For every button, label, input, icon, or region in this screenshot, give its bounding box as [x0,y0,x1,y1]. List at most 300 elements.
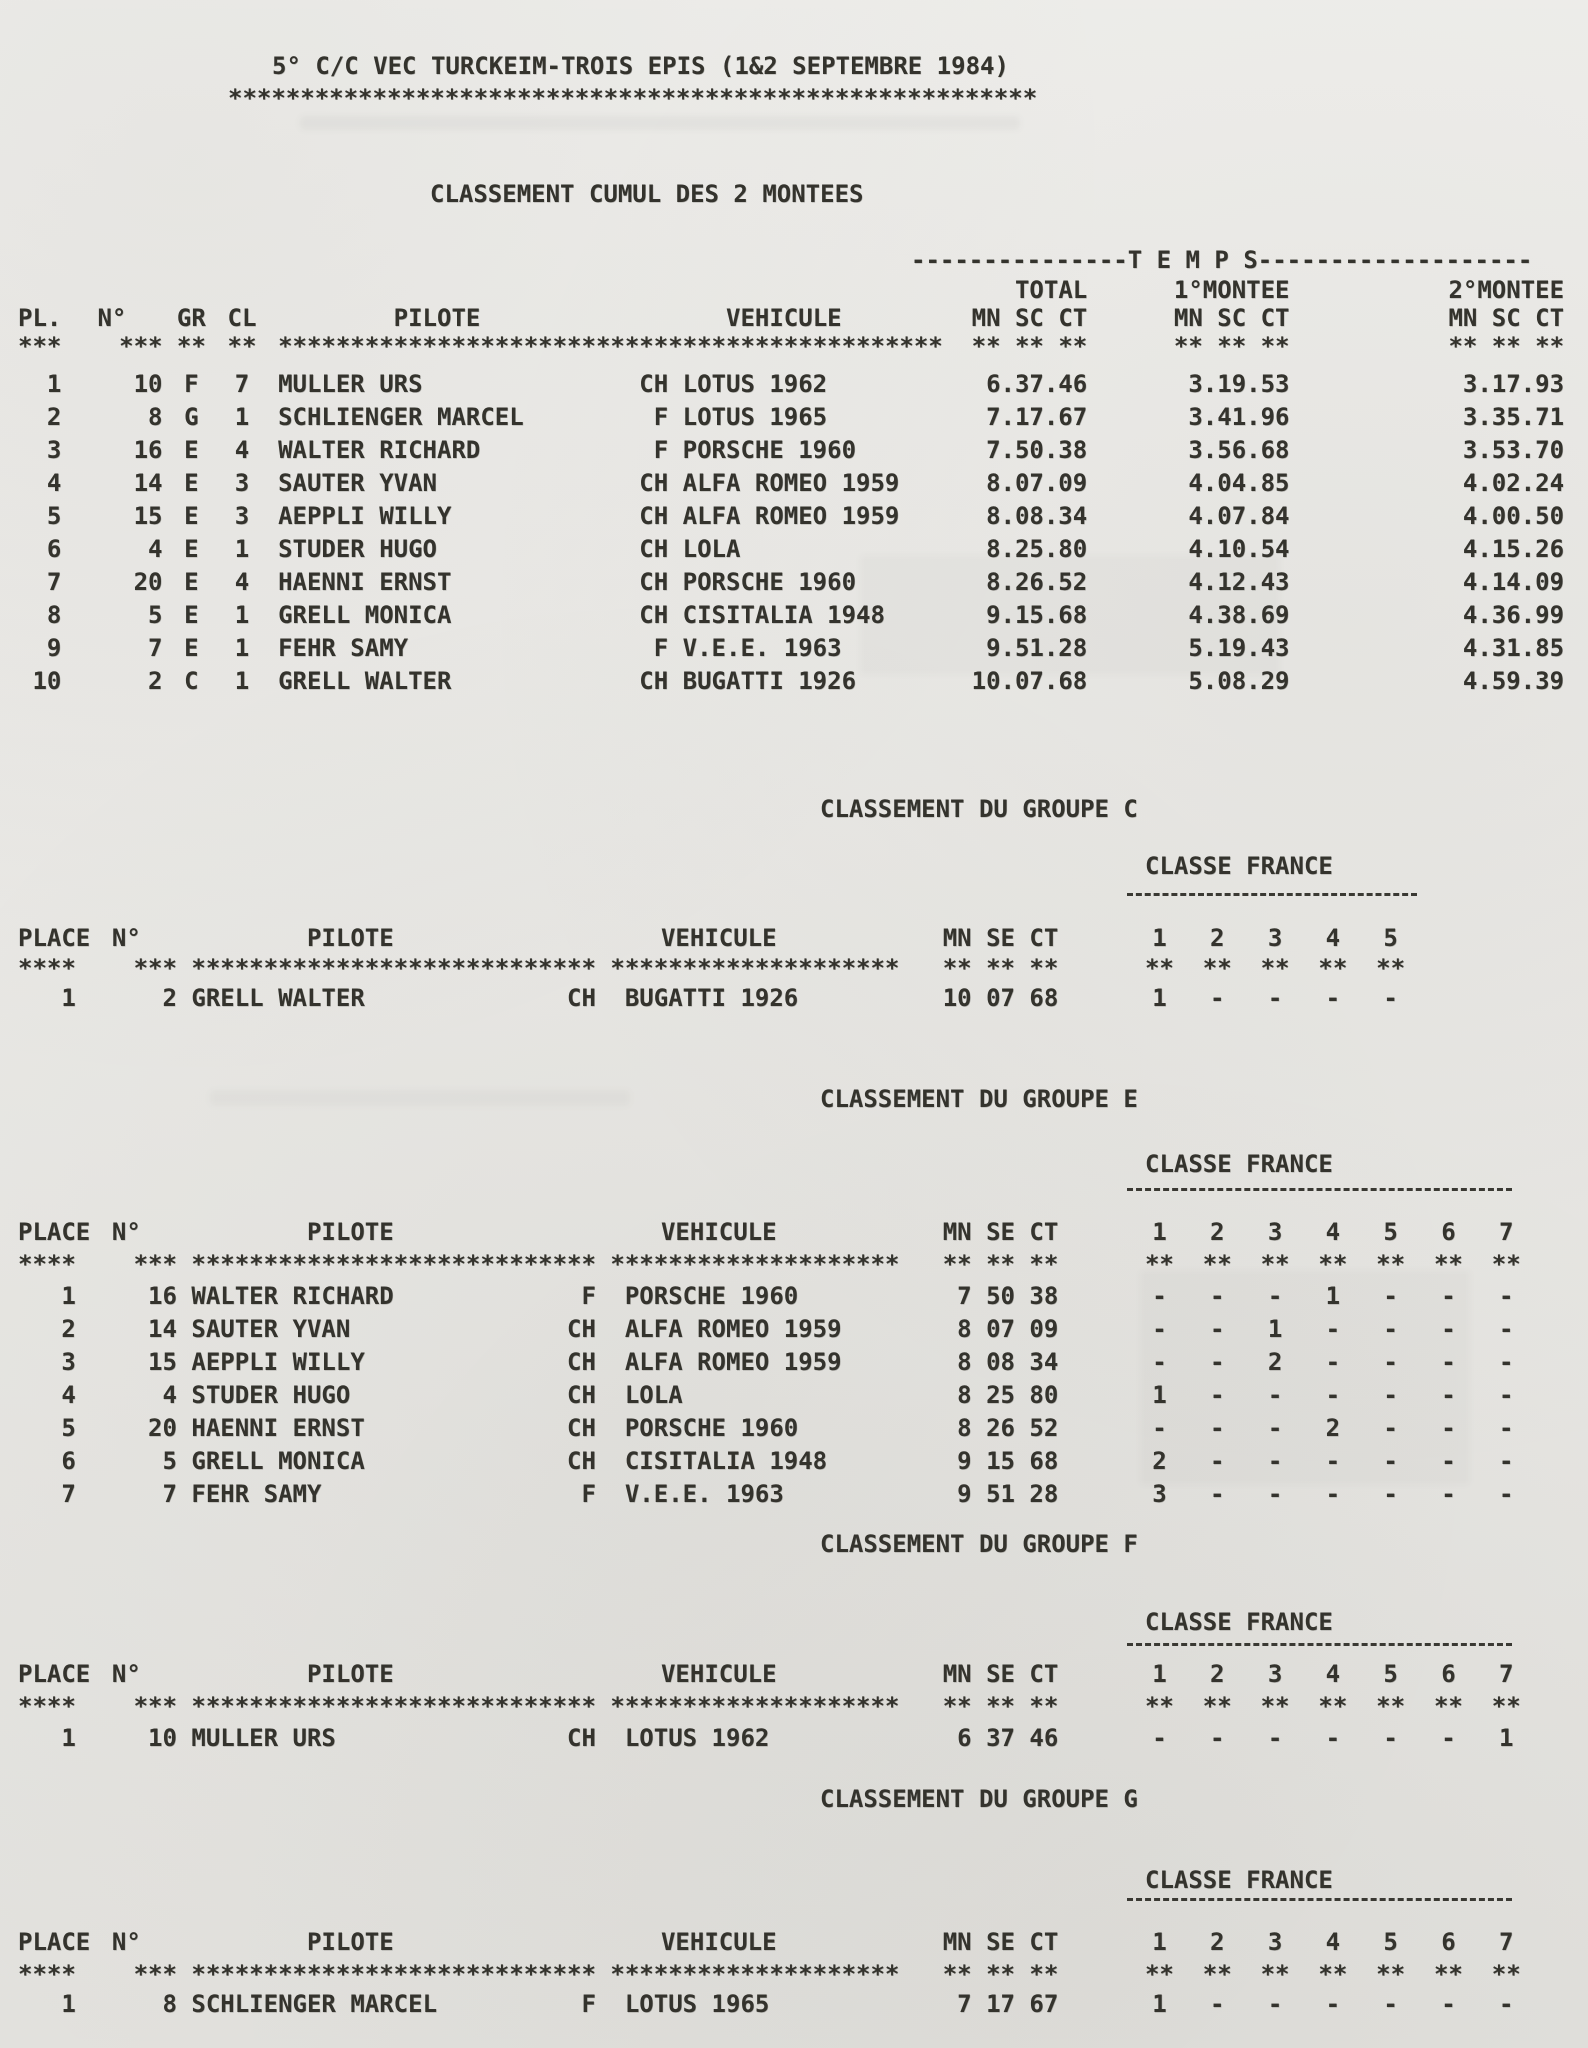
cell-classe-value: - [1210,1315,1225,1343]
cell-classe-value: 2 [1267,1348,1283,1376]
cell-classe-value: - [1441,1990,1456,2018]
cell-classe-value: - [1210,1447,1225,1475]
gap [1058,1379,1130,1412]
classe-col-headers [1131,1926,1536,1959]
cell-no: 14 [133,469,163,497]
classe-france-values [1131,1988,1536,2021]
cell-pl: 10 [32,667,62,695]
cell-total: 8.08.34 [986,502,1088,530]
temps-banner: ---------------T E M P S------------------- [911,246,1533,274]
separator: **** [18,1692,76,1720]
cell-montee-2: 4.36.99 [1462,601,1565,629]
cell-place: 2 [61,1315,76,1343]
cell-classe-value: - [1152,1315,1167,1343]
cell-pl: 9 [46,634,62,662]
classe-col-number: 2 [1210,1218,1225,1246]
separator: **** [18,1250,76,1278]
classe-col-headers [1131,1658,1536,1691]
cell-classe-value: 1 [1152,984,1167,1012]
cell-pl: 5 [46,502,62,530]
group-table-header [18,922,1420,955]
cell-montee-2: 4.02.24 [1462,469,1565,497]
cell-mn: 10 [942,984,972,1012]
cell-nat: F [581,1990,596,2018]
col-mn: MN [942,1660,972,1688]
cell-montee-2: 4.31.85 [1462,634,1565,662]
separator: ** [1491,1692,1521,1720]
cell-classe-value: - [1325,1348,1341,1376]
cell-classe-value: - [1441,1414,1456,1442]
cell-classe-value: - [1499,1381,1514,1409]
table-row [18,467,1564,500]
col-se: SE [986,1660,1015,1688]
cell-pl: 1 [46,370,62,398]
col-vehicule: VEHICULE [726,304,842,332]
cell-montee-1: 3.41.96 [1188,403,1290,431]
col-place: PLACE [18,1928,91,1956]
classe-france-values [1131,1445,1536,1478]
cell-vehicule: LOLA [682,535,741,563]
group-table-rows [18,1988,1535,2021]
separator: ** [1318,1692,1348,1720]
cell-gr: E [184,502,199,530]
cell-classe-value: - [1383,1447,1398,1475]
separator: ** [1433,1960,1463,1988]
col-ct: CT [1029,924,1059,952]
col-no: N° [111,1928,141,1956]
cell-gr: G [184,403,199,431]
cell-cl: 4 [234,568,250,596]
cell-classe-value: - [1383,1315,1398,1343]
cell-cl: 1 [234,601,250,629]
cell-classe-value: 3 [1152,1480,1167,1508]
cell-pilote: HAENNI ERNST [278,568,452,596]
col-ct: CT [1029,1218,1059,1246]
separator: ** [942,1960,972,1988]
separator: ** ** ** [971,332,1088,360]
separator: ** [1260,1250,1290,1278]
classe-col-number: 2 [1210,924,1225,952]
cell-classe-value: - [1325,1990,1341,2018]
cell-classe-value: - [1210,1990,1225,2018]
col-no: N° [111,924,141,952]
cell-classe-value: - [1325,984,1341,1012]
classe-france-label: CLASSE FRANCE [1145,852,1333,880]
separator: *** [133,1250,177,1278]
col-ct: CT [1029,1928,1059,1956]
col-vehicule: VEHICULE [660,1218,777,1246]
cell-montee-1: 4.10.54 [1188,535,1290,563]
cell-vehicule: CISITALIA 1948 [682,601,885,629]
cell-pl: 4 [46,469,62,497]
group-separator-row [18,952,1420,985]
classe-france-values [1131,1346,1536,1379]
group-separator-row [18,1958,1535,1991]
table-row [18,434,1564,467]
table-row [18,1313,1535,1346]
cell-gr: E [184,568,199,596]
cell-classe-value: - [1267,1724,1283,1752]
gap [1058,1478,1130,1511]
cell-ct: 38 [1029,1282,1059,1310]
cell-nat: CH [567,1447,596,1475]
separator: ** [1260,954,1290,982]
cell-total: 8.07.09 [986,469,1088,497]
cell-classe-value: 1 [1152,1990,1167,2018]
cell-pilote: WALTER RICHARD [191,1282,394,1310]
classe-france-rule [1127,1643,1512,1646]
page-title: 5° C/C VEC TURCKEIM-TROIS EPIS (1&2 SEPTEMBRE 1984) [272,52,1009,80]
cell-pilote: SAUTER YVAN [278,469,438,497]
col-place: PLACE [18,1218,91,1246]
gap [1058,1988,1130,2021]
cell-nat: F [653,634,669,662]
separator: ** [1491,1250,1521,1278]
group-table-header [18,1216,1535,1249]
cell-classe-value: 1 [1499,1724,1514,1752]
separator: ** [1144,1692,1174,1720]
table-row [18,1379,1535,1412]
classe-col-number: 4 [1325,924,1341,952]
separator: *********************** [278,332,611,360]
cell-ct: 09 [1029,1315,1059,1343]
cell-classe-value: - [1267,1381,1283,1409]
cell-vehicule: LOTUS 1962 [682,370,828,398]
cell-classe-value: - [1210,1414,1225,1442]
table-row [18,982,1420,1015]
classe-col-number: 1 [1152,924,1167,952]
cell-classe-value: - [1267,1447,1283,1475]
classe-col-number: 7 [1499,1660,1514,1688]
col-m2-mnscct: MN SC CT [1448,304,1565,332]
table-row [18,1478,1535,1511]
cell-montee-2: 4.00.50 [1462,502,1565,530]
col-m1-mnscct: MN SC CT [1173,304,1290,332]
separator: ** [942,954,972,982]
cell-place: 3 [61,1348,76,1376]
scan-artifact [210,1090,630,1106]
col-place: PLACE [18,1660,91,1688]
cell-vehicule: PORSCHE 1960 [624,1414,799,1442]
cell-no: 5 [162,1447,177,1475]
cell-ct: 34 [1029,1348,1059,1376]
cell-no: 4 [148,535,163,563]
cell-vehicule: BUGATTI 1926 [624,984,799,1012]
cell-montee-2: 3.17.93 [1462,370,1565,398]
cell-classe-value: - [1441,1315,1456,1343]
cell-gr: E [184,634,199,662]
cell-vehicule: LOTUS 1965 [624,1990,770,2018]
separator: ** [1202,1960,1232,1988]
cell-pilote: GRELL WALTER [191,984,365,1012]
separator: ** [1376,954,1406,982]
classe-col-number: 3 [1267,924,1283,952]
separator: **** [18,954,76,982]
cell-classe-value: - [1267,1990,1283,2018]
gap [1058,1346,1130,1379]
separator: *** [133,1960,177,1988]
separator: ******************** [610,1250,900,1278]
cell-vehicule: PORSCHE 1960 [624,1282,799,1310]
cell-no: 15 [133,502,163,530]
classe-col-number: 1 [1152,1660,1167,1688]
group-title: CLASSEMENT DU GROUPE E [820,1085,1138,1113]
separator: ** [1433,1250,1463,1278]
col-mn: MN [942,1928,972,1956]
table-row [18,1280,1535,1313]
cell-classe-value: - [1499,1282,1514,1310]
cell-total: 6.37.46 [986,370,1088,398]
cell-montee-1: 3.56.68 [1188,436,1290,464]
cell-gr: C [184,667,199,695]
cell-nat: F [653,403,669,431]
cell-place: 1 [61,984,76,1012]
cell-ct: 67 [1029,1990,1059,2018]
cell-se: 50 [986,1282,1015,1310]
cell-cl: 3 [234,502,250,530]
classe-separators [1131,1690,1536,1723]
cell-total: 8.25.80 [986,535,1088,563]
cell-classe-value: - [1383,1724,1398,1752]
separator: ** [1260,1960,1290,1988]
gap [1058,1958,1130,1991]
separator: ** [1491,1960,1521,1988]
classe-col-number: 6 [1441,1928,1456,1956]
classe-france-values [1131,1379,1536,1412]
cell-classe-value: - [1441,1480,1456,1508]
cell-pilote: MULLER URS [278,370,423,398]
col-pilote: PILOTE [306,1660,394,1688]
table-row [18,599,1564,632]
cell-classe-value: - [1441,1447,1456,1475]
classe-col-number: 5 [1383,1660,1398,1688]
separator: **************************** [191,1692,596,1720]
cell-classe-value: - [1383,984,1398,1012]
col-vehicule: VEHICULE [660,924,777,952]
cell-pilote: SAUTER YVAN [191,1315,351,1343]
table-row [18,533,1564,566]
cell-no: 20 [133,568,163,596]
gap [1058,1216,1130,1249]
cell-cl: 1 [234,634,250,662]
cell-gr: E [184,535,199,563]
cell-place: 6 [61,1447,76,1475]
col-pl: PL. [18,304,62,332]
cell-classe-value: - [1441,1348,1456,1376]
cell-no: 8 [148,403,163,431]
cell-vehicule: ALFA ROMEO 1959 [682,502,900,530]
cell-mn: 6 [957,1724,972,1752]
cell-no: 2 [162,984,177,1012]
cell-cl: 7 [234,370,250,398]
cell-pilote: FEHR SAMY [278,634,409,662]
cell-vehicule: LOTUS 1962 [624,1724,770,1752]
col-ct: CT [1029,1660,1059,1688]
cell-classe-value: - [1267,984,1283,1012]
separator: ** [1144,1250,1174,1278]
cell-classe-value: - [1499,1447,1514,1475]
cell-cl: 4 [234,436,250,464]
separator: ******************** [610,1960,900,1988]
group-table-header [18,1926,1535,1959]
cell-gr: E [184,601,199,629]
separator: ** [942,1250,972,1278]
classe-col-headers [1131,1216,1536,1249]
cell-ct: 28 [1029,1480,1059,1508]
cell-place: 1 [61,1282,76,1310]
cell-pilote: STUDER HUGO [191,1381,351,1409]
cell-total: 10.07.68 [971,667,1088,695]
cell-pilote: GRELL MONICA [278,601,452,629]
cell-montee-1: 5.08.29 [1188,667,1290,695]
cell-pilote: AEPPLI WILLY [191,1348,365,1376]
cell-classe-value: 1 [1325,1282,1341,1310]
cell-classe-value: - [1441,1381,1456,1409]
cell-montee-1: 4.38.69 [1188,601,1290,629]
col-pilote: PILOTE [393,304,481,332]
col-gr: GR [176,304,206,332]
cell-classe-value: 1 [1152,1381,1167,1409]
cell-vehicule: LOLA [624,1381,683,1409]
cell-mn: 8 [957,1414,972,1442]
cell-pl: 6 [46,535,62,563]
group-title: CLASSEMENT DU GROUPE F [820,1530,1138,1558]
separator: *** [18,332,62,360]
separator: ** ** ** [1448,332,1565,360]
col-pilote: PILOTE [306,1218,394,1246]
cell-total: 8.26.52 [986,568,1088,596]
classe-france-values [1131,1478,1536,1511]
group-table-header [18,1658,1535,1691]
cell-vehicule: ALFA ROMEO 1959 [624,1315,842,1343]
cell-se: 07 [986,1315,1015,1343]
cell-nat: CH [639,568,669,596]
cell-classe-value: - [1383,1480,1398,1508]
classe-col-number: 1 [1152,1218,1167,1246]
cell-pl: 2 [46,403,62,431]
gap [1058,1412,1130,1445]
cell-mn: 8 [957,1315,972,1343]
separator: ** [1376,1250,1406,1278]
cell-classe-value: 2 [1152,1447,1167,1475]
classe-col-number: 6 [1441,1218,1456,1246]
col-total-mnscct: MN SC CT [971,304,1088,332]
gap [1058,1248,1130,1281]
cell-vehicule: ALFA ROMEO 1959 [624,1348,842,1376]
separator: ** [986,954,1015,982]
col-montee-2: 2°MONTEE [1448,276,1565,304]
classe-col-number: 4 [1325,1928,1341,1956]
cell-classe-value: - [1210,984,1225,1012]
table-row [18,1722,1535,1755]
cell-pilote: STUDER HUGO [278,535,438,563]
gap [1058,1313,1130,1346]
col-vehicule: VEHICULE [660,1928,777,1956]
cell-no: 16 [133,436,163,464]
separator: ** [986,1250,1015,1278]
cell-vehicule: LOTUS 1965 [682,403,828,431]
cell-classe-value: - [1152,1282,1167,1310]
separator: ** [1202,1692,1232,1720]
classe-col-number: 4 [1325,1218,1341,1246]
classe-col-number: 3 [1267,1928,1283,1956]
cell-nat: CH [567,1315,596,1343]
cell-classe-value: - [1499,1414,1514,1442]
classe-col-number: 1 [1152,1928,1167,1956]
cell-mn: 8 [957,1348,972,1376]
cell-pilote: GRELL MONICA [191,1447,365,1475]
table-row [18,1445,1535,1478]
cell-no: 2 [148,667,163,695]
cell-no: 20 [148,1414,177,1442]
cell-place: 1 [61,1990,76,2018]
cell-montee-2: 4.59.39 [1462,667,1565,695]
cell-montee-1: 3.19.53 [1188,370,1290,398]
cell-nat: CH [639,535,669,563]
cell-place: 7 [61,1480,76,1508]
cell-montee-2: 3.35.71 [1462,403,1565,431]
separator: ** [1144,954,1174,982]
gap [1058,982,1130,1015]
cell-place: 5 [61,1414,76,1442]
cell-mn: 7 [957,1282,972,1310]
table-row [18,500,1564,533]
cell-gr: F [184,370,199,398]
separator: *** [133,954,177,982]
cell-se: 07 [986,984,1015,1012]
cell-classe-value: - [1325,1381,1341,1409]
group-title: CLASSEMENT DU GROUPE G [820,1785,1138,1813]
col-se: SE [986,924,1015,952]
cumul-table-rows [18,368,1564,698]
gap [1058,1445,1130,1478]
table-row [18,566,1564,599]
cell-classe-value: - [1499,1480,1514,1508]
cell-nat: CH [639,667,669,695]
cell-no: 15 [148,1348,177,1376]
cell-classe-value: - [1325,1480,1341,1508]
cell-pilote: GRELL WALTER [278,667,452,695]
separator: **************************** [191,954,596,982]
cell-no: 14 [148,1315,177,1343]
cell-ct: 52 [1029,1414,1059,1442]
cell-classe-value: - [1499,1990,1514,2018]
cell-total: 9.15.68 [986,601,1088,629]
cell-classe-value: 2 [1325,1414,1341,1442]
cell-classe-value: - [1325,1724,1341,1752]
separator: **************************** [191,1250,596,1278]
table-row [18,1412,1535,1445]
col-no: N° [111,1660,141,1688]
table-row [18,401,1564,434]
cell-vehicule: PORSCHE 1960 [682,568,857,596]
separator: **************************** [191,1960,596,1988]
cell-cl: 1 [234,667,250,695]
separator: ** [1202,954,1232,982]
cell-total: 7.17.67 [986,403,1088,431]
cell-pilote: MULLER URS [191,1724,336,1752]
separator: ** [1318,1960,1348,1988]
cell-pl: 8 [46,601,62,629]
cell-classe-value: 1 [1267,1315,1283,1343]
cell-nat: F [581,1282,596,1310]
cell-ct: 68 [1029,1447,1059,1475]
cell-ct: 80 [1029,1381,1059,1409]
cell-pilote: HAENNI ERNST [191,1414,365,1442]
cell-classe-value: - [1267,1282,1283,1310]
cell-montee-2: 4.15.26 [1462,535,1565,563]
cell-no: 10 [133,370,163,398]
